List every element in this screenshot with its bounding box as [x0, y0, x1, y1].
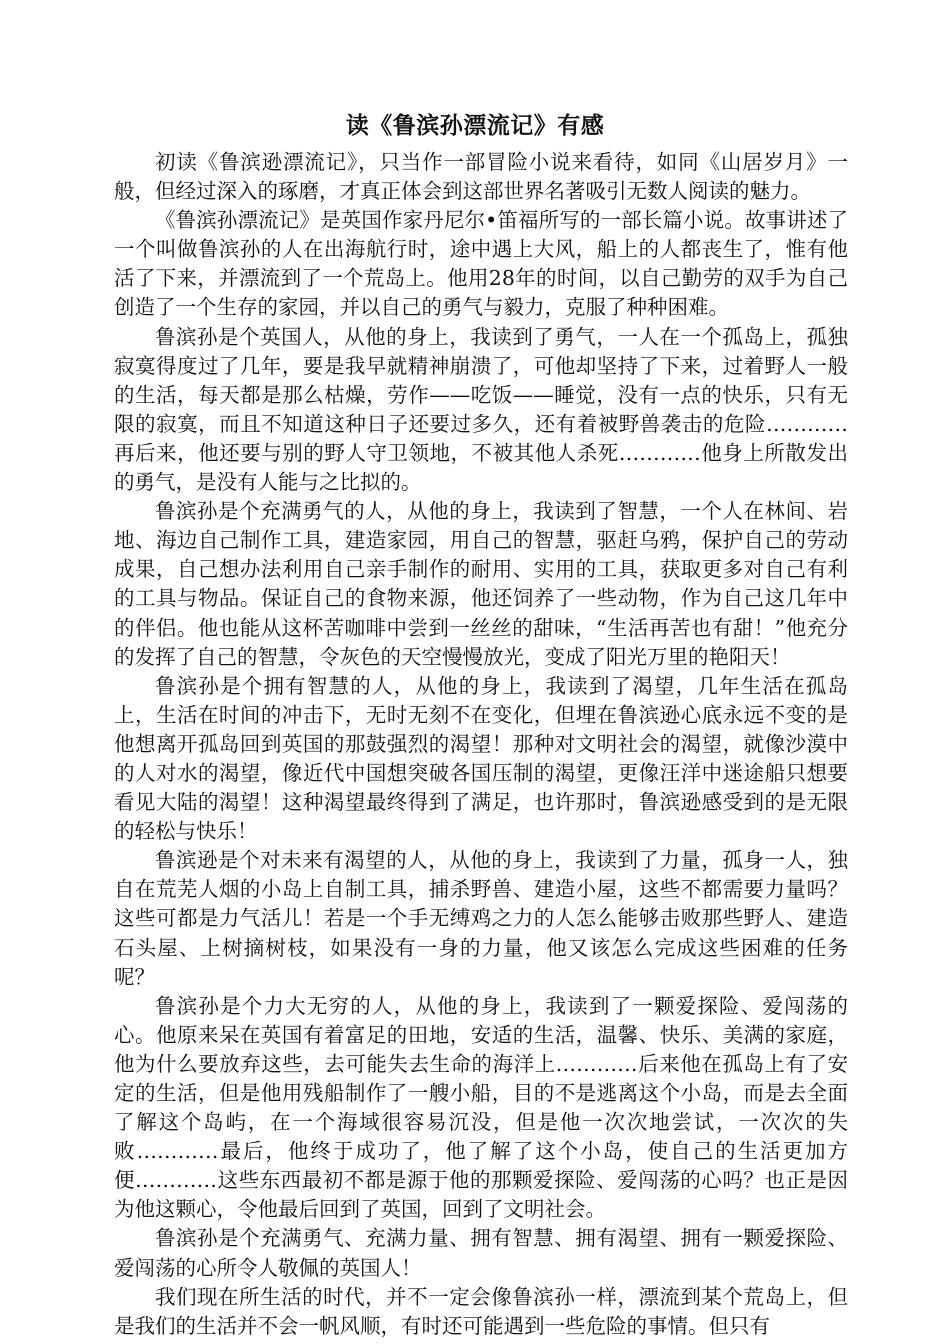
- paragraph-wisdom: 鲁滨孙是个充满勇气的人，从他的身上，我读到了智慧，一个人在林间、岩地、海边自己制作工具，建造家园，用自己的智慧，驱赶乌鸦，保护自己的劳动成果，自己想办法利用自己亲手制作的耐用、实用的工具，获取更多对自己有利的工具与物品。保证自己的食物来源，他还饲养了一些动物，作为自己这几年中的伴侣。他也能从这杯苦咖啡中尝到一丝丝的甜味，“生活再苦也有甜！”他充分的发挥了自己的智慧，令灰色的天空慢慢放光，变成了阳光万里的艳阳天！: [114, 499, 848, 669]
- paragraph-courage: 鲁滨孙是个英国人，从他的身上，我读到了勇气，一人在一个孤岛上，孤独寂寞得度过了几年，要是我早就精神崩溃了，可他却坚持了下来，过着野人一般的生活，每天都是那么枯燥，劳作——吃饭——睡觉，没有一点的快乐，只有无限的寂寞，而且不知道这种日子还要过多久，还有着被野兽袭击的危险…………再后来，他还要与别的野人守卫领地，不被其他人杀死…………他身上所散发出的勇气，是没有人能与之比拟的。: [114, 324, 848, 495]
- paragraph-longing: 鲁滨孙是个拥有智慧的人，从他的身上，我读到了渴望，几年生活在孤岛上，生活在时间的冲击下，无时无刻不在变化，但埋在鲁滨逊心底永远不变的是他想离开孤岛回到英国的那鼓强烈的渴望！那种对文明社会的渴望，就像沙漠中的人对水的渴望，像近代中国想突破各国压制的渴望，更像汪洋中迷途船只想要看见大陆的渴望！这种渴望最终得到了满足，也许那时，鲁滨逊感受到的是无限的轻松与快乐！: [114, 673, 848, 844]
- paragraph-intro: 初读《鲁滨逊漂流记》，只当作一部冒险小说来看待，如同《山居岁月》一般，但经过深入的琢磨，才真正体会到这部世界名著吸引无数人阅读的魅力。: [114, 150, 848, 204]
- paragraph-adventure: 鲁滨孙是个力大无穷的人，从他的身上，我读到了一颗爱探险、爱闯荡的心。他原来呆在英国有着富足的田地，安适的生活，温馨、快乐、美满的家庭，他为什么要放弃这些，去可能失去生命的海洋上…………后来他在孤岛上有了安定的生活，但是他用残船制作了一艘小船，目的不是逃离这个小岛，而是去全面了解这个岛屿，在一个海域很容易沉没，但是他一次次地尝试，一次次的失败…………最后，他终于成功了，他了解了这个小岛，使自己的生活更加方便…………这些东西最初不都是源于他的那颗爱探险、爱闯荡的心吗？也正是因为他这颗心，令他最后回到了英国，回到了文明社会。: [114, 993, 848, 1222]
- document-title: 读《鲁滨孙漂流记》有感: [345, 113, 605, 139]
- document-body: [114, 148, 848, 1341]
- paragraph-conclusion: 鲁滨孙是个充满勇气、充满力量、拥有智慧、拥有渴望、拥有一颗爱探险、爱闯荡的心所令人敬佩的英国人！: [114, 1226, 848, 1280]
- paragraph-reflection: 我们现在所生活的时代，并不一定会像鲁滨孙一样，漂流到某个荒岛上，但是我们的生活并不会一帆风顺，有时还可能遇到一些危险的事情。但只有: [114, 1284, 848, 1338]
- paragraph-summary: 《鲁滨孙漂流记》是英国作家丹尼尔•笛福所写的一部长篇小说。故事讲述了一个叫做鲁滨孙的人在出海航行时，途中遇上大风，船上的人都丧生了，惟有他活了下来，并漂流到了一个荒岛上。他用28年的时间，以自己勤劳的双手为自己创造了一个生存的家园，并以自己的勇气与毅力，克服了种种困难。: [114, 208, 848, 320]
- paragraph-strength: 鲁滨逊是个对未来有渴望的人，从他的身上，我读到了力量，孤身一人，独自在荒芜人烟的小岛上自制工具，捕杀野兽、建造小屋，这些不都需要力量吗？这些可都是力气活儿！若是一个手无缚鸡之力的人怎么能够击败那些野人、建造石头屋、上树摘树枝，如果没有一身的力量，他又该怎么完成这些困难的任务呢？: [114, 848, 848, 989]
